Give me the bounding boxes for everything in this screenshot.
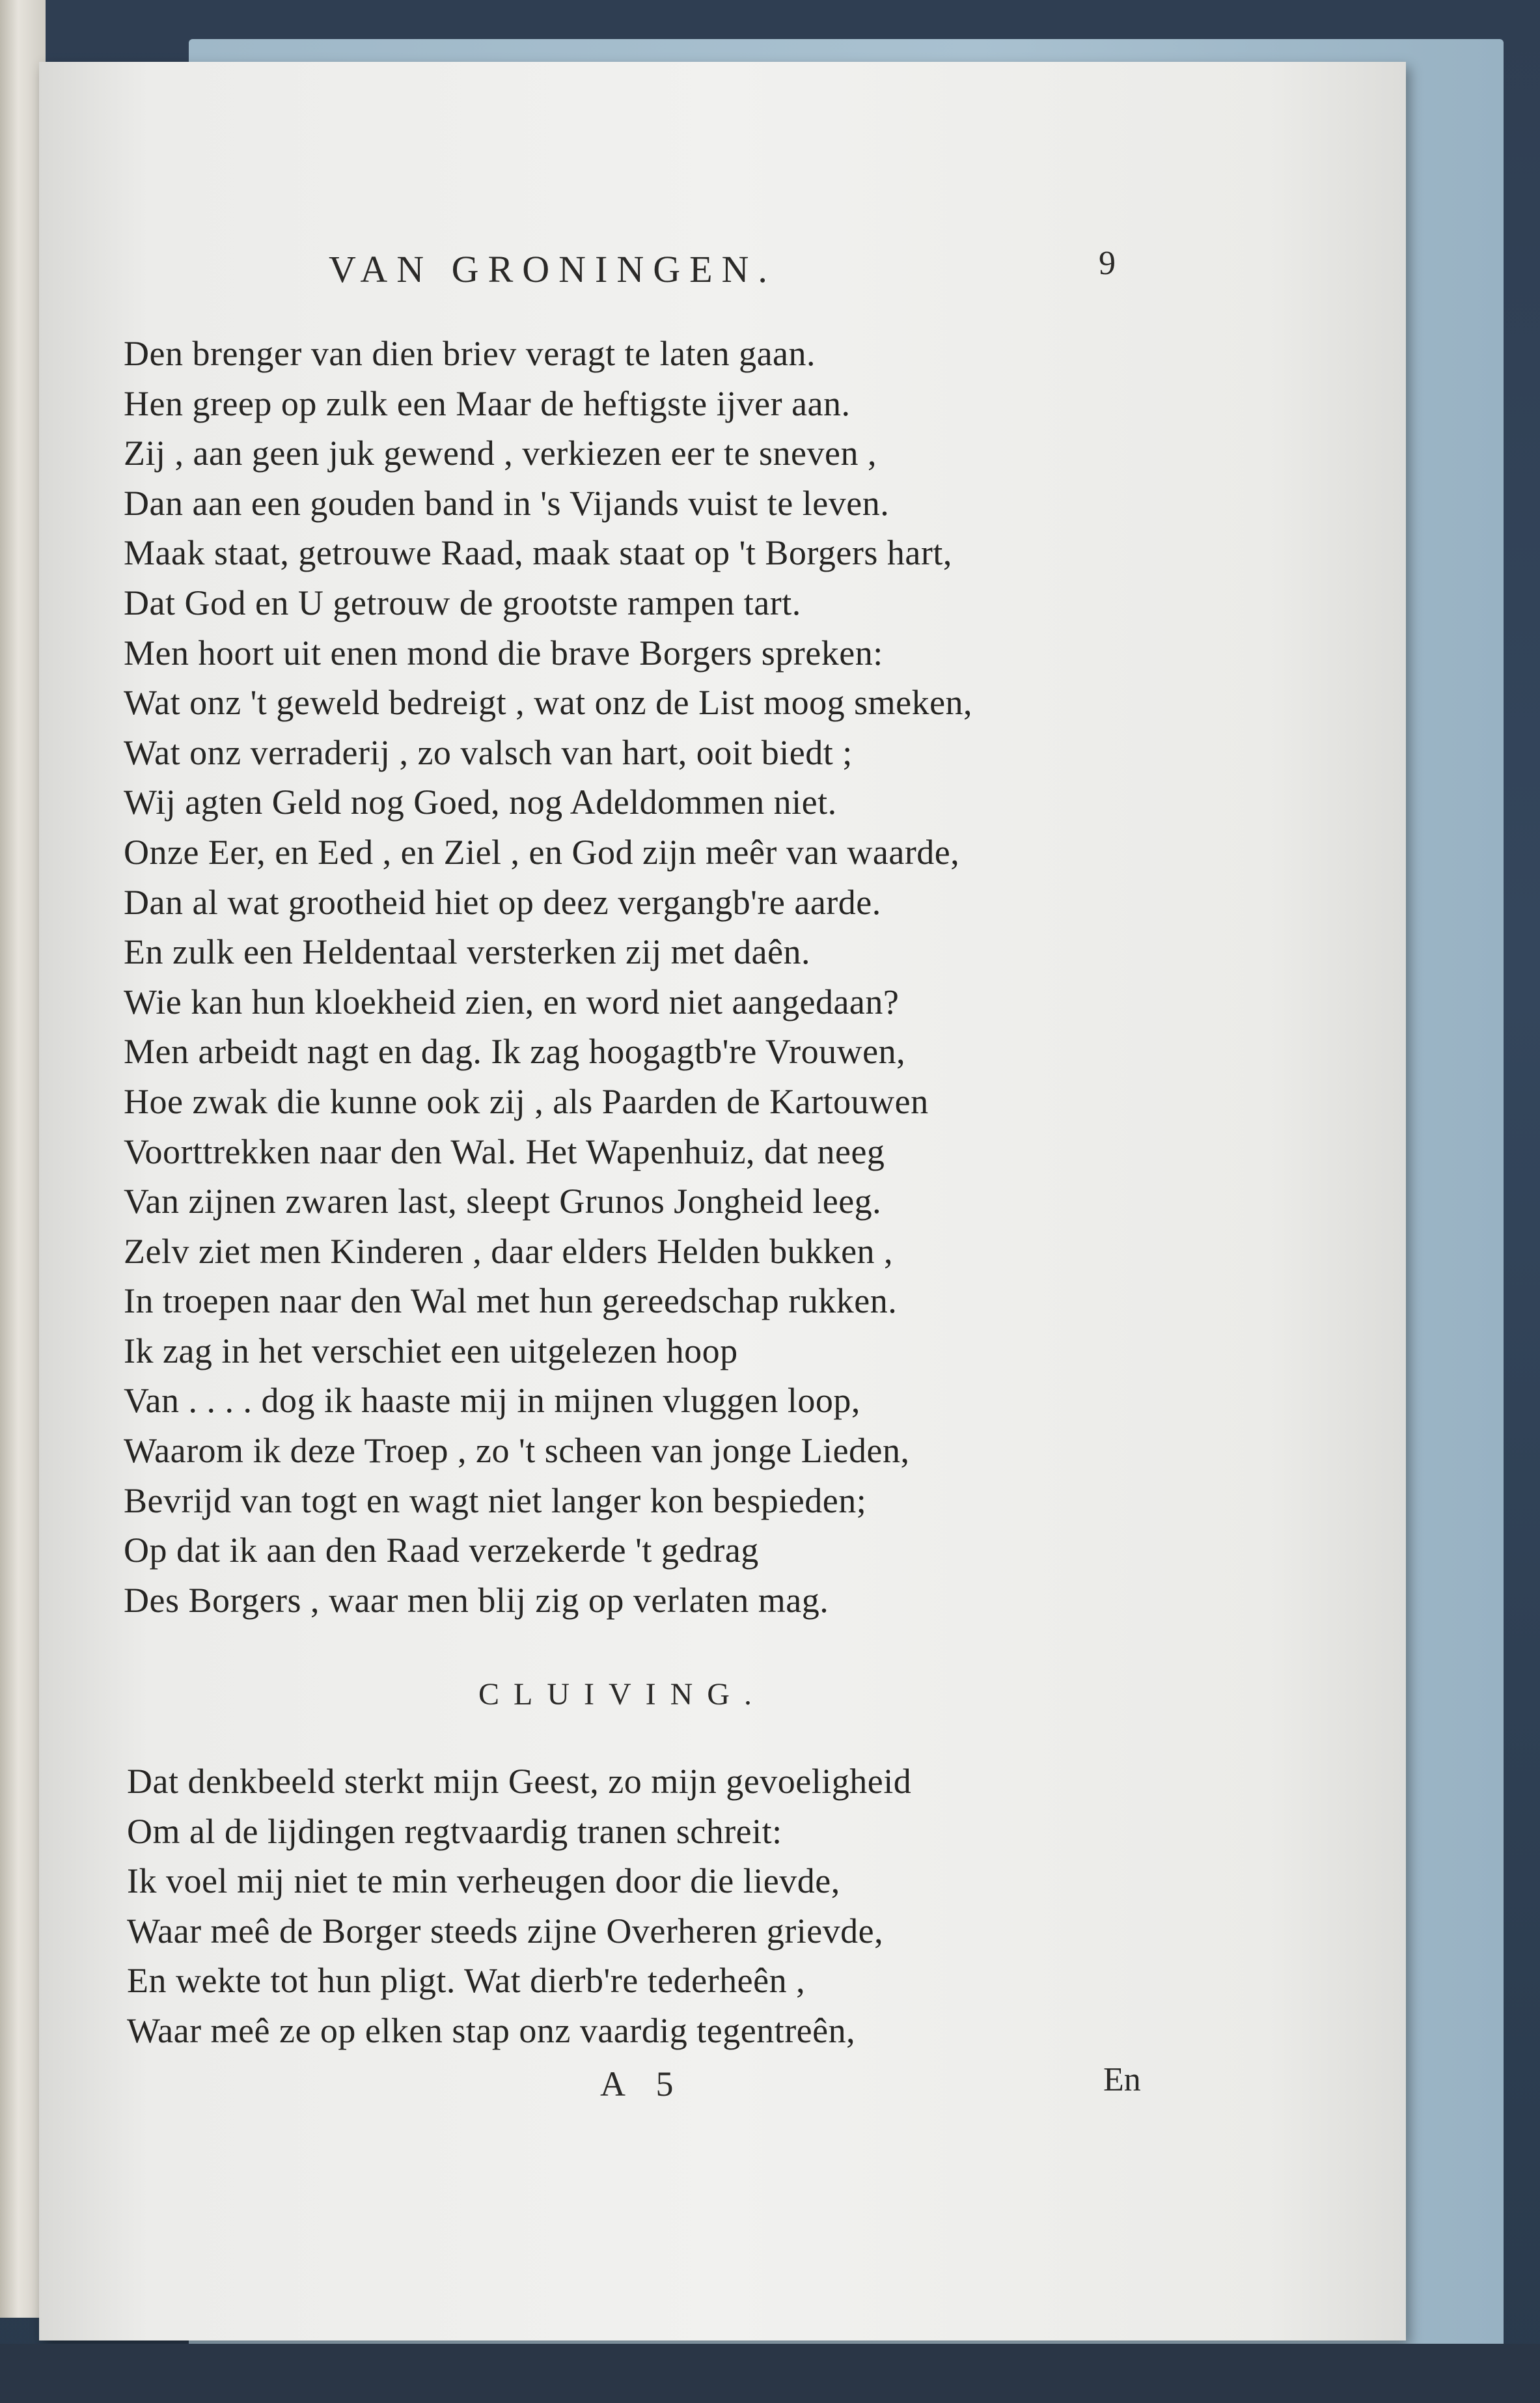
verse-line: Men hoort uit enen mond die brave Borgers spreken: (124, 633, 883, 673)
verse-line: Van . . . . dog ik haaste mij in mijnen vluggen loop, (124, 1381, 860, 1421)
verse-block-2 (127, 1757, 1194, 2056)
verse-line: Des Borgers , waar men blij zig op verlaten mag. (124, 1580, 829, 1620)
verse-line: Den brenger van dien briev veragt te laten gaan. (124, 334, 816, 373)
catchword: En (1103, 2061, 1141, 2098)
verse-line: Ik voel mij niet te min verheugen door die lievde, (127, 1861, 840, 1901)
verse-line: Wat onz verraderij , zo valsch van hart, ooit biedt ; (124, 732, 853, 772)
verse-block (124, 329, 1191, 1625)
verse-line: In troepen naar den Wal met hun gereedschap rukken. (124, 1281, 898, 1321)
verse-line: Dat denkbeeld sterkt mijn Geest, zo mijn gevoeligheid (127, 1762, 912, 1801)
verse-line: Wat onz 't geweld bedreigt , wat onz de List moog smeken, (124, 683, 973, 723)
signature-mark: A 5 (600, 2064, 685, 2104)
verse-line: Van zijnen zwaren last, sleept Grunos Jongheid leeg. (124, 1182, 882, 1221)
verse-line: Zij , aan geen juk gewend , verkiezen eer te sneven , (124, 434, 877, 473)
verse-line: Onze Eer, en Eed , en Ziel , en God zijn meêr van waarde, (124, 832, 960, 872)
verse-line: Dat God en U getrouw de grootste rampen tart. (124, 583, 801, 622)
verse-line: Waarom ik deze Troep , zo 't scheen van jonge Lieden, (124, 1431, 910, 1471)
verse-line: Wie kan hun kloekheid zien, en word niet aangedaan? (124, 982, 900, 1021)
verse-line: Hoe zwak die kunne ook zij , als Paarden de Kartouwen (124, 1081, 929, 1121)
verse-line: Hen greep op zulk een Maar de heftigste ijver aan. (124, 383, 851, 423)
verse-line: Waar meê ze op elken stap onz vaardig tegentreên, (127, 2010, 856, 2050)
verse-line: Zelv ziet men Kinderen , daar elders Helden bukken , (124, 1231, 894, 1271)
verse-line: Waar meê de Borger steeds zijne Overheren grievde, (127, 1911, 884, 1951)
verse-line: Men arbeidt nagt en dag. Ik zag hoogagtb're Vrouwen, (124, 1032, 906, 1072)
verse-line: Wij agten Geld nog Goed, nog Adeldommen niet. (124, 783, 837, 822)
verse-line: Dan al wat grootheid hiet op deez vergangb're aarde. (124, 882, 881, 922)
verse-line: Maak staat, getrouwe Raad, maak staat op 't Borgers hart, (124, 533, 952, 573)
verse-line: Op dat ik aan den Raad verzekerde 't gedrag (124, 1531, 759, 1570)
verse-line: Voorttrekken naar den Wal. Het Wapenhuiz, dat neeg (124, 1132, 885, 1171)
page-number: 9 (1099, 245, 1116, 282)
verse-line: Bevrijd van togt en wagt niet langer kon bespieden; (124, 1480, 867, 1520)
verse-line: Dan aan een gouden band in 's Vijands vuist te leven. (124, 483, 890, 523)
running-head: VAN GRONINGEN. (329, 248, 777, 290)
verse-line: En zulk een Heldentaal versterken zij met daên. (124, 932, 811, 972)
table-surface (0, 2344, 1540, 2403)
verse-line: Ik zag in het verschiet een uitgelezen hoop (124, 1331, 738, 1370)
verse-line: Om al de lijdingen regtvaardig tranen schreit: (127, 1811, 782, 1851)
section-heading: CLUIVING. (478, 1677, 766, 1712)
verse-line: En wekte tot hun pligt. Wat dierb're tederheên , (127, 1961, 806, 2001)
